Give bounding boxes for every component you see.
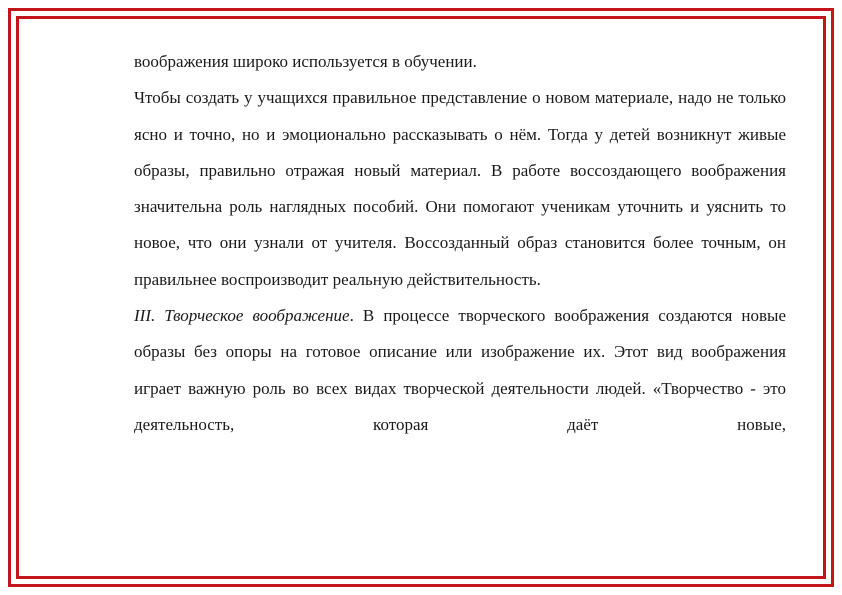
document-text-block <box>134 44 786 443</box>
section-heading-creative-imagination: III. Творческое воображение <box>134 306 350 326</box>
paragraph-recreative-imagination: Чтобы создать у учащихся правильное представление о новом материале, надо не только ясно и точно, но и эмоционально рассказывать о нём. Тогда у детей возникнут живые образы, правильно отражая новый материал. В работе воссоздающего воображения значительна роль наглядных пособий. Они помогают ученикам уточнить и уяснить то новое, что они узнали от учителя. Воссозданный образ становится более точным, он правильнее воспроизводит реальную действительность. <box>134 88 786 289</box>
paragraph-creative-imagination <box>134 298 786 443</box>
paragraph-creative-imagination-body: . В процессе творческого воображения создаются новые образы без опоры на готовое описание или изображение их. Этот вид воображения играет важную роль во всех видах творческой деятельности людей. «Творчество - это деятельность, которая даёт новые, <box>134 306 786 434</box>
paragraph-continuation: воображения широко используется в обучении. <box>134 52 477 71</box>
